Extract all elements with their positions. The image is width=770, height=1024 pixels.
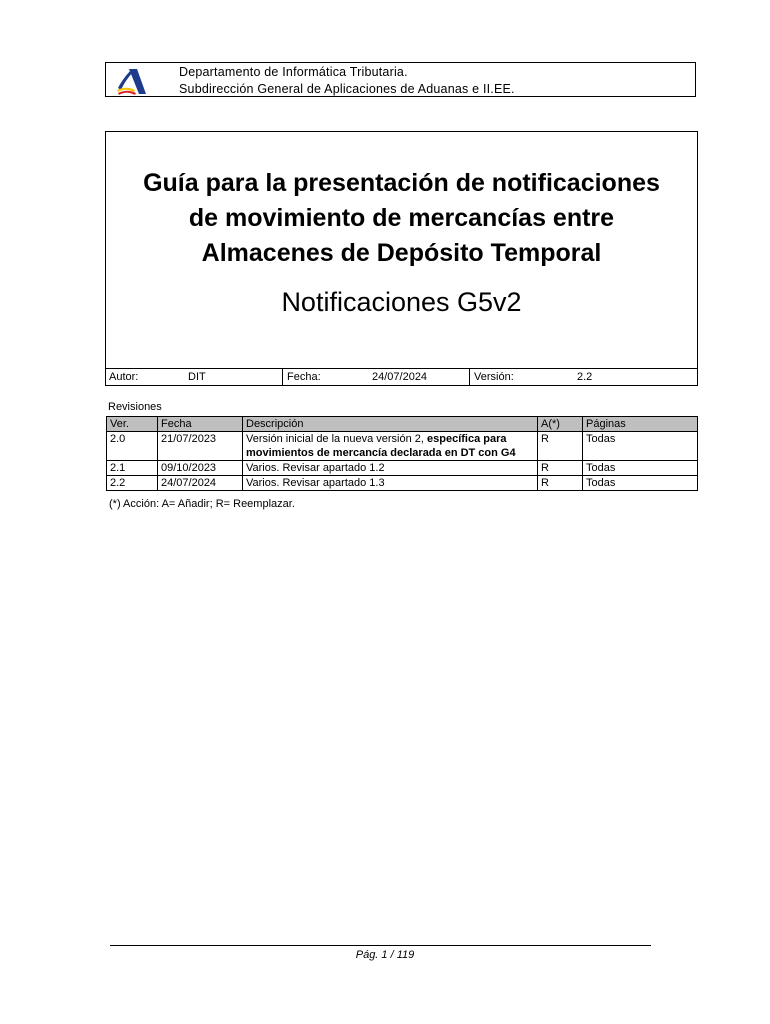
version-cell: [469, 369, 697, 386]
column-header-description: Descripción: [243, 417, 538, 432]
revision-date: 21/07/2023: [158, 432, 243, 461]
revision-description: Varios. Revisar apartado 1.2: [243, 461, 538, 476]
revision-pages: Todas: [583, 476, 698, 491]
column-header-pages: Páginas: [583, 417, 698, 432]
title-line-3: Almacenes de Depósito Temporal: [201, 239, 602, 267]
revision-description: [243, 432, 538, 461]
table-header-row: [107, 417, 698, 432]
date-label: Fecha:: [287, 371, 321, 383]
revisions-title: Revisiones: [108, 401, 162, 413]
revision-action: R: [538, 476, 583, 491]
author-label: Autor:: [109, 371, 139, 383]
description-bold-text: específica para movimientos de mercancía declarada en DT con G4: [246, 433, 516, 459]
revisions-table: [106, 416, 698, 491]
header-subdirection: Subdirección General de Aplicaciones de Aduanas e II.EE.: [179, 82, 515, 96]
column-header-date: Fecha: [158, 417, 243, 432]
title-line-2: de movimiento de mercancías entre: [188, 204, 615, 232]
page-number: Pág. 1 / 119: [355, 949, 415, 961]
revisions-footnote: (*) Acción: A= Añadir; R= Reemplazar.: [109, 498, 295, 510]
revision-date: 24/07/2024: [158, 476, 243, 491]
document-subtitle: Notificaciones G5v2: [281, 287, 522, 317]
footer-divider: [110, 945, 651, 946]
revision-ver: 2.2: [107, 476, 158, 491]
table-row: [107, 432, 698, 461]
document-title: [106, 166, 697, 271]
column-header-action: A(*): [538, 417, 583, 432]
revision-ver: 2.0: [107, 432, 158, 461]
title-line-1: Guía para la presentación de notificaciones: [143, 169, 660, 197]
revision-date: 09/10/2023: [158, 461, 243, 476]
revision-pages: Todas: [583, 432, 698, 461]
metadata-row: [106, 368, 697, 386]
table-row: [107, 461, 698, 476]
date-cell: [282, 369, 469, 386]
author-value: DIT: [188, 371, 206, 383]
version-value: 2.2: [577, 371, 593, 383]
revision-description: Varios. Revisar apartado 1.3: [243, 476, 538, 491]
description-text: Versión inicial de la nueva versión 2,: [246, 433, 427, 445]
header-department: Departamento de Informática Tributaria.: [179, 65, 408, 79]
title-box: [105, 131, 698, 386]
revision-action: R: [538, 432, 583, 461]
table-row: [107, 476, 698, 491]
author-cell: [106, 369, 282, 386]
agencia-tributaria-logo-icon: [115, 66, 147, 96]
revision-pages: Todas: [583, 461, 698, 476]
revision-ver: 2.1: [107, 461, 158, 476]
date-value: 24/07/2024: [372, 371, 428, 383]
header-box: [105, 62, 696, 97]
column-header-ver: Ver.: [107, 417, 158, 432]
revision-action: R: [538, 461, 583, 476]
version-label: Versión:: [474, 371, 514, 383]
